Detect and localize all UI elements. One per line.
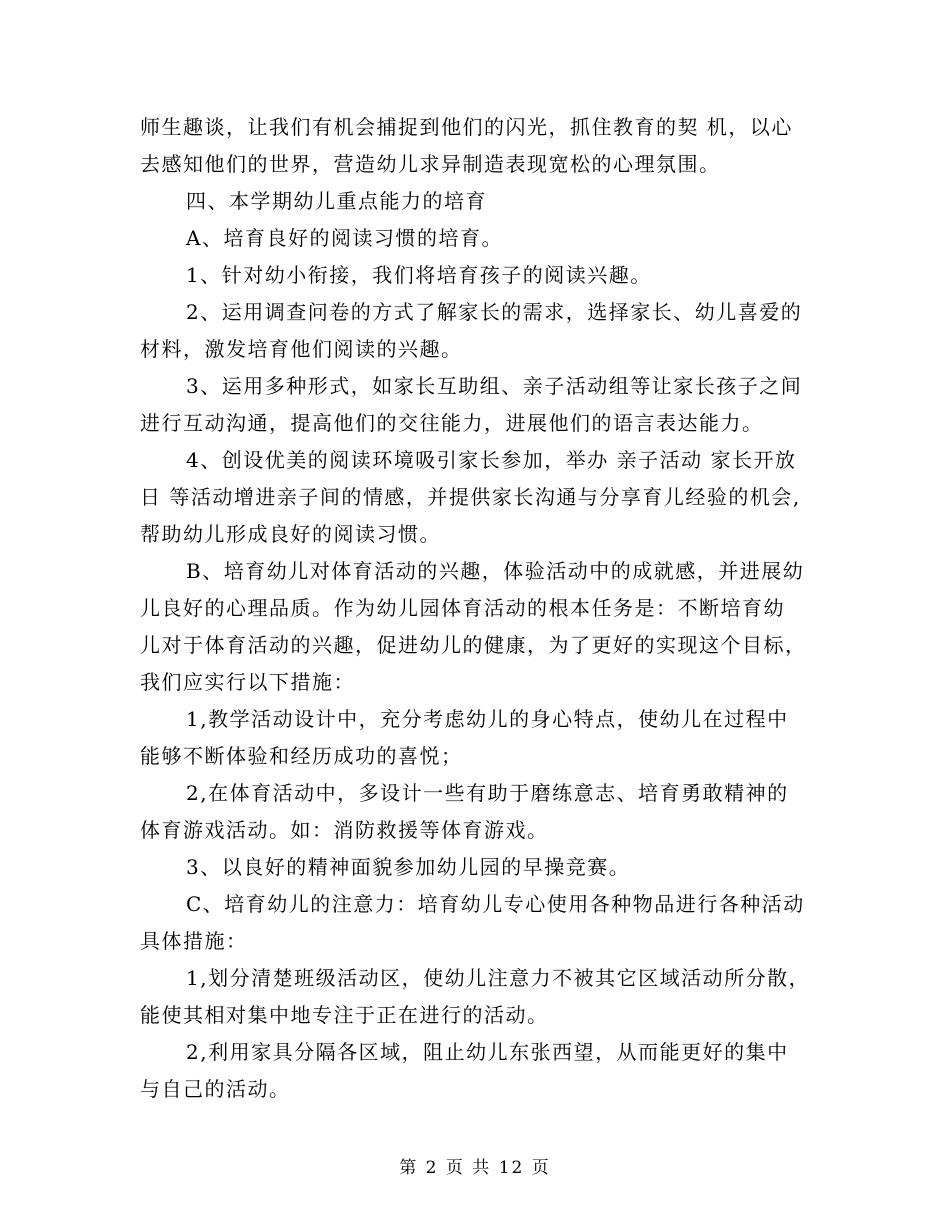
text-line: 能使其相对集中地专注于正在进行的活动。 <box>140 1003 549 1027</box>
text-line: 去感知他们的世界，营造幼儿求异制造表现宽松的心理氛围。 <box>140 152 721 176</box>
text-line: 师生趣谈，让我们有机会捕捉到他们的闪光，抓住教育的契 机，以心 <box>140 115 793 139</box>
list-item <box>140 960 820 1034</box>
list-item <box>140 368 820 442</box>
list-item <box>140 775 820 849</box>
list-item <box>140 1034 820 1108</box>
section-heading <box>140 183 820 220</box>
paragraph-continuation <box>140 109 820 183</box>
text-line: 体育游戏活动。如：消防救援等体育游戏。 <box>140 818 549 842</box>
text-line: 进行互动沟通，提高他们的交往能力，进展他们的语言表达能力。 <box>140 411 764 435</box>
text-line: 1,划分清楚班级活动区，使幼儿注意力不被其它区域活动所分散， <box>186 966 811 990</box>
heading-text: A、培育良好的阅读习惯的培育。 <box>186 226 503 250</box>
text-line: 具体措施： <box>140 929 248 953</box>
text-line: 帮助幼儿形成良好的阅读习惯。 <box>140 522 441 546</box>
text-line: 日 等活动增进亲子间的情感，并提供家长沟通与分享育儿经验的机会, <box>140 485 801 509</box>
text-line: 材料，激发培育他们阅读的兴趣。 <box>140 337 463 361</box>
page-number-footer: 第 2 页 共 12 页 <box>399 1158 551 1178</box>
list-item <box>140 294 820 368</box>
text-line: 与自己的活动。 <box>140 1077 291 1101</box>
text-line: C、培育幼儿的注意力：培育幼儿专心使用各种物品进行各种活动 <box>186 892 805 916</box>
list-item <box>140 701 820 775</box>
text-line: 能够不断体验和经历成功的喜悦； <box>140 744 463 768</box>
text-line: B、培育幼儿对体育活动的兴趣，体验活动中的成就感，并进展幼 <box>186 559 805 583</box>
list-item <box>140 849 820 886</box>
text-line: 1,教学活动设计中，充分考虑幼儿的身心特点，使幼儿在过程中 <box>186 707 789 731</box>
text-line: 2、运用调查问卷的方式了解家长的需求，选择家长、幼儿喜爱的 <box>186 300 803 324</box>
subsection-paragraph-b <box>140 553 820 701</box>
text-line: 儿良好的心理品质。作为幼儿园体育活动的根本任务是：不断培育幼 <box>140 596 785 620</box>
list-item <box>140 442 820 553</box>
text-line: 我们应实行以下措施： <box>140 670 355 694</box>
list-item <box>140 257 820 294</box>
subsection-paragraph-c <box>140 886 820 960</box>
heading-text: 四、本学期幼儿重点能力的培育 <box>186 189 487 213</box>
text-line: 2,利用家具分隔各区域，阻止幼儿东张西望，从而能更好的集中 <box>186 1040 789 1064</box>
subsection-heading-a <box>140 220 820 257</box>
text-line: 4、创设优美的阅读环境吸引家长参加，举办 亲子活动 家长开放 <box>186 448 797 472</box>
text-line: 1、针对幼小衔接，我们将培育孩子的阅读兴趣。 <box>186 263 652 287</box>
text-line: 儿对于体育活动的兴趣，促进幼儿的健康，为了更好的实现这个目标， <box>140 633 807 657</box>
text-line: 3、运用多种形式，如家长互助组、亲子活动组等让家长孩子之间 <box>186 374 803 398</box>
text-line: 2,在体育活动中，多设计一些有助于磨练意志、培育勇敢精神的 <box>186 781 789 805</box>
text-line: 3、以良好的精神面貌参加幼儿园的早操竞赛。 <box>186 855 631 879</box>
